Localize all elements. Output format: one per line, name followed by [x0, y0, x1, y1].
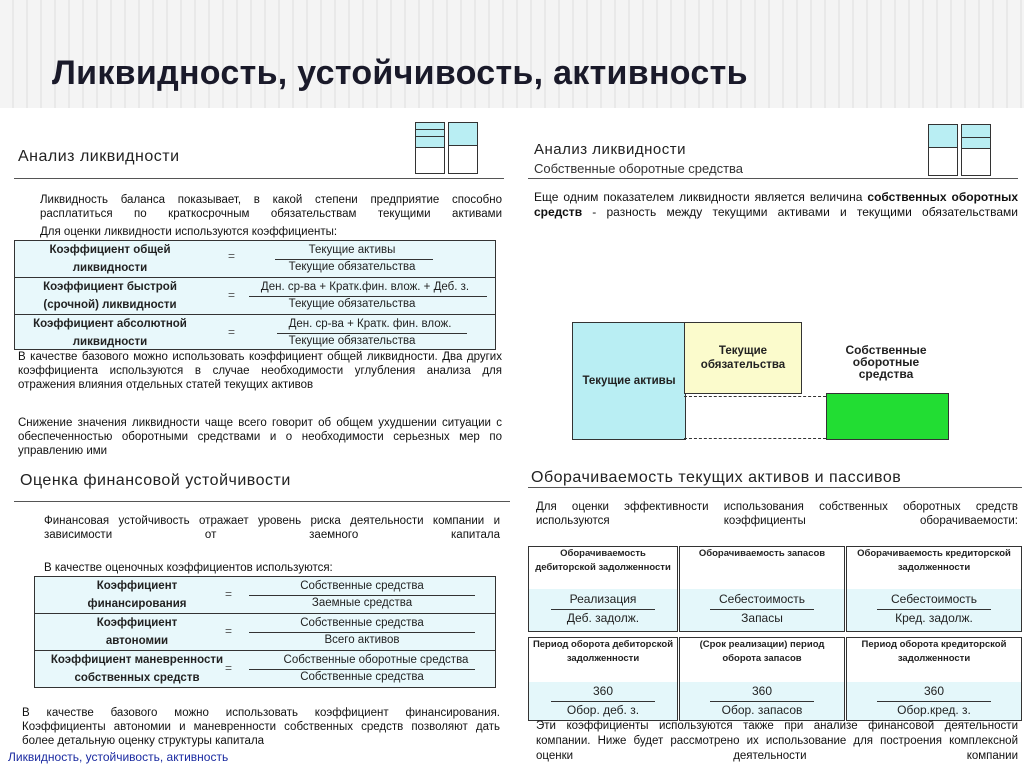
own-working-capital-label: Собственные оборотные средства — [845, 343, 927, 381]
denominator: Текущие обязательства — [288, 335, 416, 347]
liquidity-intro: Ликвидность баланса показывает, в какой степени предприятие способно расплатиться по краткосрочным обязательствам текущими активами — [40, 194, 502, 220]
numerator: Собственные средства — [300, 617, 424, 629]
turnover-card: Оборачиваемость запасов Себестоимость Запасы — [679, 546, 845, 632]
liquidity-coef-table — [14, 240, 496, 350]
balance-thumbnail-icon — [928, 124, 958, 176]
fraction-bar — [249, 669, 475, 670]
fraction-bar — [249, 632, 475, 633]
current-liabilities-block: Текущие обязательства — [684, 322, 802, 394]
balance-thumbnail-icon — [448, 122, 478, 174]
coef-name: Коэффициент общей ликвидности — [49, 244, 171, 274]
coef-name: Коэффициент финансирования — [87, 580, 187, 610]
turnover-card: Оборачиваемость кредиторской задолженности Себестоимость Кред. задолж. — [846, 546, 1022, 632]
table-row — [15, 315, 495, 350]
equals-sign: = — [225, 661, 233, 675]
stability-coef-intro: В качестве оценочных коэффициентов используются: — [44, 562, 333, 574]
turnover-intro: Для оценки эффективности использования собственных оборотных средств используются коэффициенты оборачиваемости: — [536, 501, 1018, 527]
numerator: Текущие активы — [308, 244, 396, 256]
numerator: Собственные оборотные средства — [283, 654, 469, 666]
dashed-guide-line — [684, 396, 826, 397]
coef-name: Коэффициент абсолютной ликвидности — [33, 318, 187, 348]
equals-sign: = — [225, 624, 233, 638]
coef-name: Коэффициент маневренности собственных средств — [50, 654, 224, 684]
table-row — [35, 577, 495, 614]
coef-name: Коэффициент автономии — [96, 617, 178, 647]
liquidity-coef-intro: Для оценки ликвидности используются коэффициенты: — [40, 226, 338, 238]
table-row — [35, 651, 495, 687]
working-capital-paragraph: Еще одним показателем ликвидности является величина собственных оборотных средств - разность между текущими активами и текущими обязательствами — [534, 190, 1018, 219]
period-card: Период оборота кредиторской задолженности 360 Обор.кред. з. — [846, 637, 1022, 721]
divider — [528, 178, 1018, 179]
denominator: Собственные средства — [300, 671, 424, 683]
dashed-guide-line — [684, 438, 826, 439]
divider — [14, 178, 504, 179]
fraction-bar — [275, 259, 433, 260]
period-card: (Срок реализации) период оборота запасов 360 Обор. запасов — [679, 637, 845, 721]
table-row — [15, 278, 495, 315]
fraction-bar — [249, 296, 487, 297]
fraction-bar — [277, 333, 467, 334]
denominator: Текущие обязательства — [288, 298, 416, 310]
liquidity-heading: Анализ ликвидности — [18, 148, 180, 165]
numerator: Собственные средства — [300, 580, 424, 592]
equals-sign: = — [228, 288, 236, 302]
divider — [14, 501, 510, 502]
stability-coef-table — [34, 576, 496, 688]
working-capital-subheading: Собственные оборотные средства — [534, 161, 744, 176]
stability-heading: Оценка финансовой устойчивости — [20, 472, 291, 489]
turnover-card: Оборачиваемость дебиторской задолженности Реализация Деб. задолж. — [528, 546, 678, 632]
fraction-bar — [249, 595, 475, 596]
denominator: Всего активов — [324, 634, 400, 646]
stability-base-paragraph: В качестве базового можно использовать коэффициент финансирования. Коэффициенты автономии и маневренности собственных средств позволяют дать более детальную оценку структуры капитала — [22, 707, 500, 747]
turnover-outro: Эти коэффициенты используются также при анализе финансовой деятельности компании. Ниже будет рассмотрено их использование для построения комплексной оценки деятельности компании — [536, 720, 1018, 762]
working-capital-heading: Анализ ликвидности — [534, 141, 686, 158]
stability-intro: Финансовая устойчивость отражает уровень риска деятельности компании и зависимости от заемного капитала — [44, 515, 500, 541]
equals-sign: = — [228, 249, 236, 263]
coef-name: Коэффициент быстрой (срочной) ликвидности — [43, 281, 177, 311]
page-title: Ликвидность, устойчивость, активность — [52, 54, 748, 92]
equals-sign: = — [225, 587, 233, 601]
footer-caption: Ликвидность, устойчивость, активность — [8, 750, 229, 764]
liquidity-base-paragraph: В качестве базового можно использовать коэффициент общей ликвидности. Два других коэффициента используются в случае необходимости углубления анализа для отражения влияния отдельных статей текущих активов — [18, 351, 502, 391]
period-card: Период оборота дебиторской задолженности 360 Обор. деб. з. — [528, 637, 678, 721]
denominator: Текущие обязательства — [288, 261, 416, 273]
balance-thumbnail-icon — [415, 122, 445, 174]
divider — [528, 487, 1022, 488]
numerator: Ден. ср-ва + Кратк. фин. влож. — [288, 318, 452, 330]
table-row — [35, 614, 495, 651]
turnover-heading: Оборачиваемость текущих активов и пассивов — [531, 469, 902, 486]
numerator: Ден. ср-ва + Кратк.фин. влож. + Деб. з. — [260, 281, 470, 293]
denominator: Заемные средства — [311, 597, 413, 609]
liquidity-decline-paragraph: Снижение значения ликвидности чаще всего говорит об общем ухудшении ситуации с обеспеченностью оборотными средствами и о необходимости серьезных мер по управлению ими — [18, 417, 502, 457]
own-working-capital-block — [826, 393, 949, 440]
equals-sign: = — [228, 325, 236, 339]
balance-thumbnail-icon — [961, 124, 991, 176]
current-assets-block: Текущие активы — [572, 322, 686, 440]
table-row — [15, 241, 495, 278]
